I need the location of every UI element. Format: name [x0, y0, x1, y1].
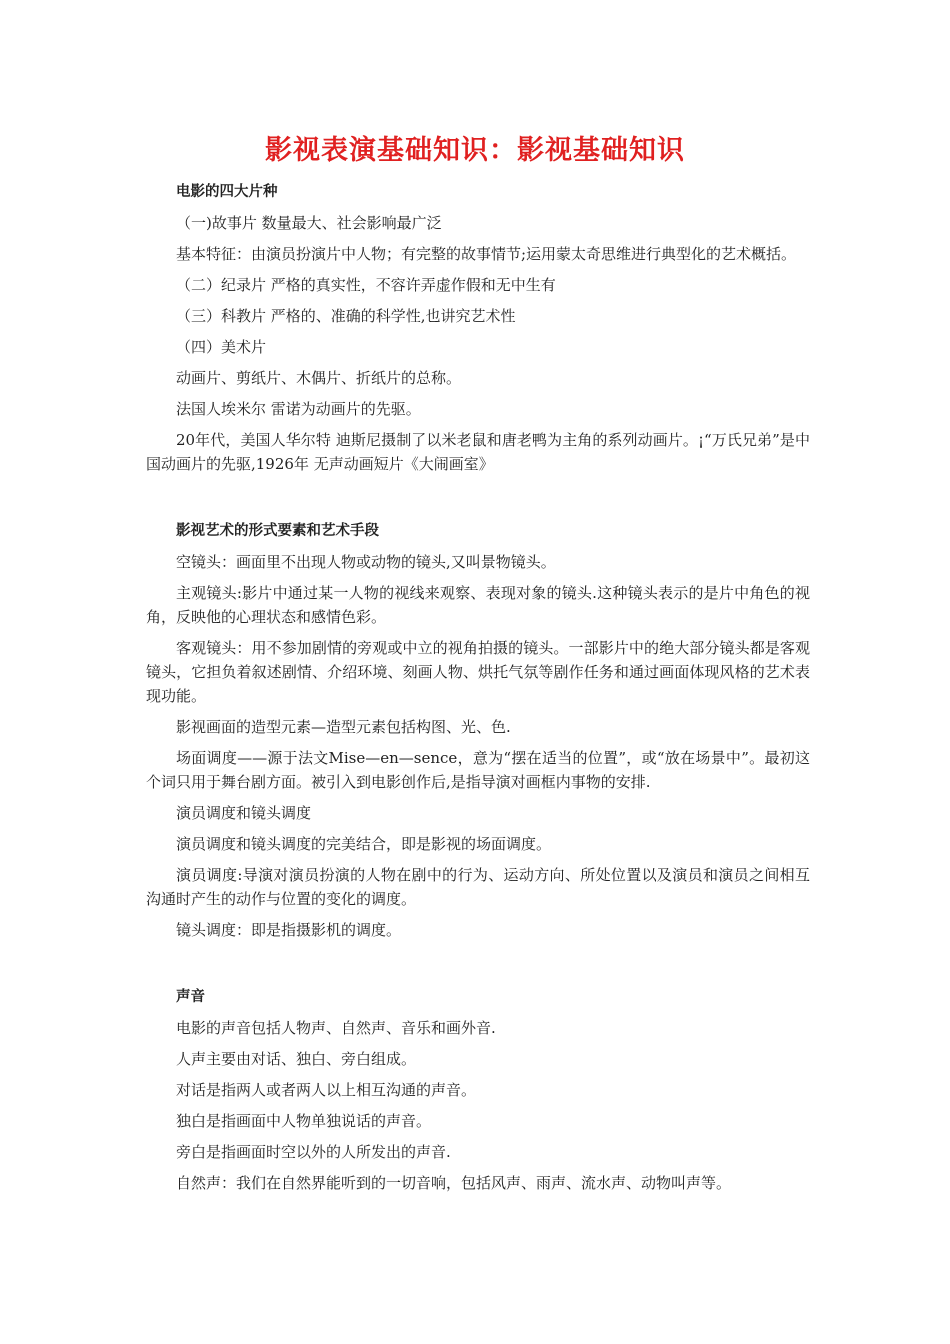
paragraph: 旁白是指画面时空以外的人所发出的声音. — [176, 1143, 451, 1161]
paragraph: 场面调度——源于法文Mise—en—sence，意为“摆在适当的位置”，或“放在场景中”。最初这个词只用于舞台剧方面。被引入到电影创作后,是指导演对画框内事物的安排. — [146, 749, 810, 791]
paragraph: 自然声：我们在自然界能听到的一切音响，包括风声、雨声、流水声、动物叫声等。 — [176, 1174, 732, 1192]
section-spacer — [146, 483, 810, 519]
paragraph: 法国人埃米尔 雷诺为动画片的先驱。 — [176, 400, 421, 418]
section-spacer — [146, 949, 810, 985]
paragraph: （三）科教片 严格的、准确的科学性,也讲究艺术性 — [176, 307, 516, 325]
section-heading: 影视艺术的形式要素和艺术手段 — [176, 523, 379, 539]
paragraph: 影视画面的造型元素—造型元素包括构图、光、色. — [176, 718, 511, 736]
paragraph: （一)故事片 数量最大、社会影响最广泛 — [176, 214, 442, 232]
paragraph: 独白是指画面中人物单独说话的声音。 — [176, 1112, 432, 1130]
section-heading: 电影的四大片种 — [176, 184, 278, 200]
document-body — [146, 180, 810, 1202]
paragraph: 演员调度和镜头调度的完美结合，即是影视的场面调度。 — [176, 835, 552, 853]
paragraph: 客观镜头：用不参加剧情的旁观或中立的视角拍摄的镜头。一部影片中的绝大部分镜头都是客观镜头，它担负着叙述剧情、介绍环境、刻画人物、烘托气氛等剧作任务和通过画面体现风格的艺术表现功能。 — [146, 639, 810, 705]
paragraph: 主观镜头:影片中通过某一人物的视线来观察、表现对象的镜头.这种镜头表示的是片中角色的视角，反映他的心理状态和感情色彩。 — [146, 584, 810, 626]
paragraph: （四）美术片 — [176, 338, 267, 356]
paragraph: 演员调度:导演对演员扮演的人物在剧中的行为、运动方向、所处位置以及演员和演员之间相互沟通时产生的动作与位置的变化的调度。 — [146, 866, 810, 908]
section-sound — [146, 985, 810, 1195]
paragraph: 人声主要由对话、独白、旁白组成。 — [176, 1050, 417, 1068]
paragraph: 基本特征：由演员扮演片中人物；有完整的故事情节;运用蒙太奇思维进行典型化的艺术概括。 — [176, 245, 797, 263]
paragraph: 空镜头：画面里不出现人物或动物的镜头,又叫景物镜头。 — [176, 553, 556, 571]
paragraph: 镜头调度：即是指摄影机的调度。 — [176, 921, 402, 939]
section-heading: 声音 — [176, 989, 205, 1005]
paragraph: 演员调度和镜头调度 — [176, 804, 312, 822]
section-film-types — [146, 180, 810, 476]
document-title: 影视表演基础知识：影视基础知识 — [265, 135, 685, 166]
section-form-elements — [146, 519, 810, 942]
paragraph: 20年代，美国人华尔特 迪斯尼摄制了以米老鼠和唐老鸭为主角的系列动画片。¡“万氏兄弟”是中国动画片的先驱,1926年 无声动画短片《大闹画室》 — [146, 431, 810, 473]
paragraph: 动画片、剪纸片、木偶片、折纸片的总称。 — [176, 369, 462, 387]
paragraph: 对话是指两人或者两人以上相互沟通的声音。 — [176, 1081, 477, 1099]
paragraph: 电影的声音包括人物声、自然声、音乐和画外音. — [176, 1019, 496, 1037]
paragraph: （二）纪录片 严格的真实性，不容许弄虚作假和无中生有 — [176, 276, 556, 294]
